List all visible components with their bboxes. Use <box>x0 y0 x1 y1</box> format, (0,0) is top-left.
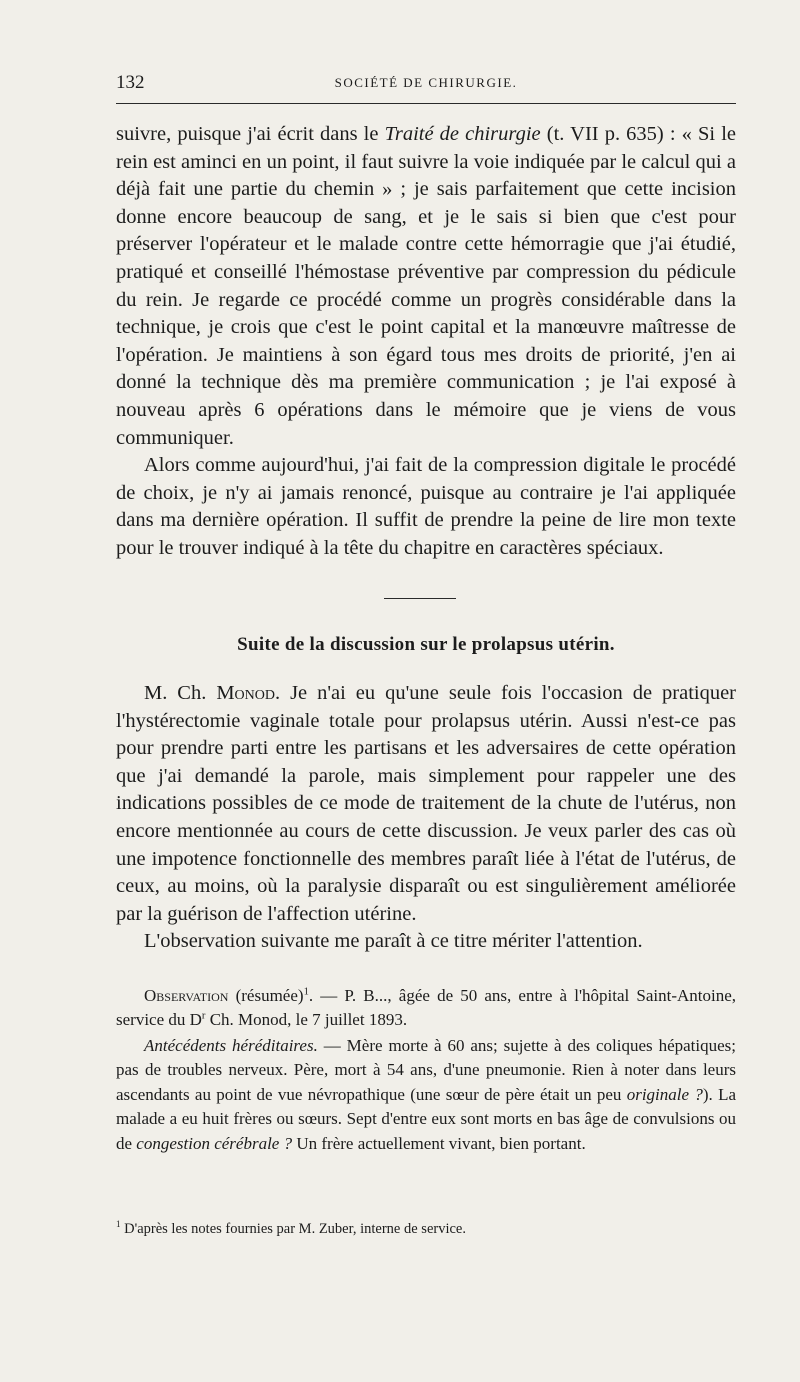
text-block-middle <box>116 680 736 956</box>
antecedents-text: — Mère morte à 60 ans; sujette à des coliques hépatiques; pas de troubles nerveux. Père, mort à 54 ans, d'une pneumonie. Rien à noter dans leurs ascendants au point de vue névropathique (une sœur de père était un peu <box>116 1036 737 1104</box>
header-rule <box>116 103 736 104</box>
footnote <box>116 1219 736 1239</box>
observation-label: Observation <box>144 986 229 1005</box>
book-title: Traité de chirurgie <box>384 123 541 145</box>
antecedents-paragraph <box>116 1034 736 1156</box>
section-heading: Suite de la discussion sur le prolapsus utérin. <box>237 634 615 655</box>
footnote-text: D'après les notes fournies par M. Zuber, interne de service. <box>120 1221 466 1237</box>
antecedents-text: Un frère actuellement vivant, bien portant. <box>292 1133 586 1153</box>
text-block-upper <box>116 121 736 563</box>
antecedents-heading: Antécédents héréditaires. <box>144 1036 318 1055</box>
paragraph-2: Alors comme aujourd'hui, j'ai fait de la compression digitale le procédé de choix, je n'y ai jamais renoncé, puisque au contraire je l'ai appliquée dans ma dernière opération. Il suffit de prendre la peine de lire mon texte pour le trouver indiqué à la tête du chapitre en caractères spéciaux. <box>116 454 736 559</box>
section-separator <box>384 598 456 599</box>
paragraph-text: (t. VII p. 635) : « Si le rein est aminci en un point, il faut suivre la voie indiquée par le calcul qui a déjà fait une partie du chemin » ; je sais parfaitement que cette incision donne encore beaucoup de sang, et je le sais si bien que c'est pour préserver l'opérateur et le malade contre cette hémorragie que j'ai étudié, pratiqué et conseillé l'hémostase préventive par compression du pédicule du rein. Je regarde ce procédé comme un progrès considérable dans la technique, je crois que c'est le point capital et la manœuvre maîtresse de l'opération. Je maintiens à son égard tous mes droits de priorité, j'en ai donné la technique dès ma première communication ; je l'ai exposé à nouveau après 6 opérations dans le mémoire que je viens de vous communiquer. <box>116 123 736 449</box>
observation-block <box>116 984 736 1033</box>
antecedents-text: ). La malade a eu huit frères ou sœurs. Sept d'entre eux sont morts en bas âge de convulsions ou de <box>116 1084 736 1153</box>
footnote-reference: 1 <box>303 986 309 998</box>
page-header <box>116 72 736 98</box>
speaker-name: Monod <box>216 682 275 704</box>
doctor-abbrev-sup: r <box>201 1010 206 1022</box>
paragraph-text: suivre, puisque j'ai écrit dans le <box>116 123 385 145</box>
paragraph-3 <box>116 680 736 928</box>
footnote-marker: 1 <box>116 1219 121 1230</box>
observation-text: (résumée) <box>228 986 304 1005</box>
antecedents-block <box>116 1034 736 1156</box>
observation-paragraph <box>116 984 736 1033</box>
antecedents-italic: congestion cérébrale ? <box>136 1133 293 1153</box>
antecedents-italic: originale ? <box>626 1084 703 1104</box>
speaker-prefix: M. Ch. <box>144 682 217 704</box>
paragraph-1 <box>116 121 736 452</box>
running-title: SOCIÉTÉ DE CHIRURGIE. <box>334 75 518 90</box>
paragraph-text: . Je n'ai eu qu'une seule fois l'occasion de pratiquer l'hystérectomie vaginale totale pour prolapsus utérin. Aussi n'est-ce pas pour prendre parti entre les partisans et les adversaires de cette opération que j'ai demandé la parole, mais simplement pour rappeler une des indications possibles de ce mode de traitement de la chute de l'utérus, non encore mentionnée au cours de cette discussion. Je veux parler des cas où une impotence fonctionnelle des membres paraît liée à l'état de l'utérus, de ceux, au moins, où la paralysie disparaît ou est singulièrement améliorée par la guérison de l'affection utérine. <box>116 682 737 925</box>
paragraph-4: L'observation suivante me paraît à ce titre mériter l'attention. <box>144 930 643 953</box>
observation-text: . — P. B..., âgée de 50 ans, entre à l'hôpital Saint-Antoine, service du D <box>116 986 736 1030</box>
page-number: 132 <box>116 72 145 93</box>
observation-text: Ch. Monod, le 7 juillet 1893. <box>205 1010 408 1030</box>
